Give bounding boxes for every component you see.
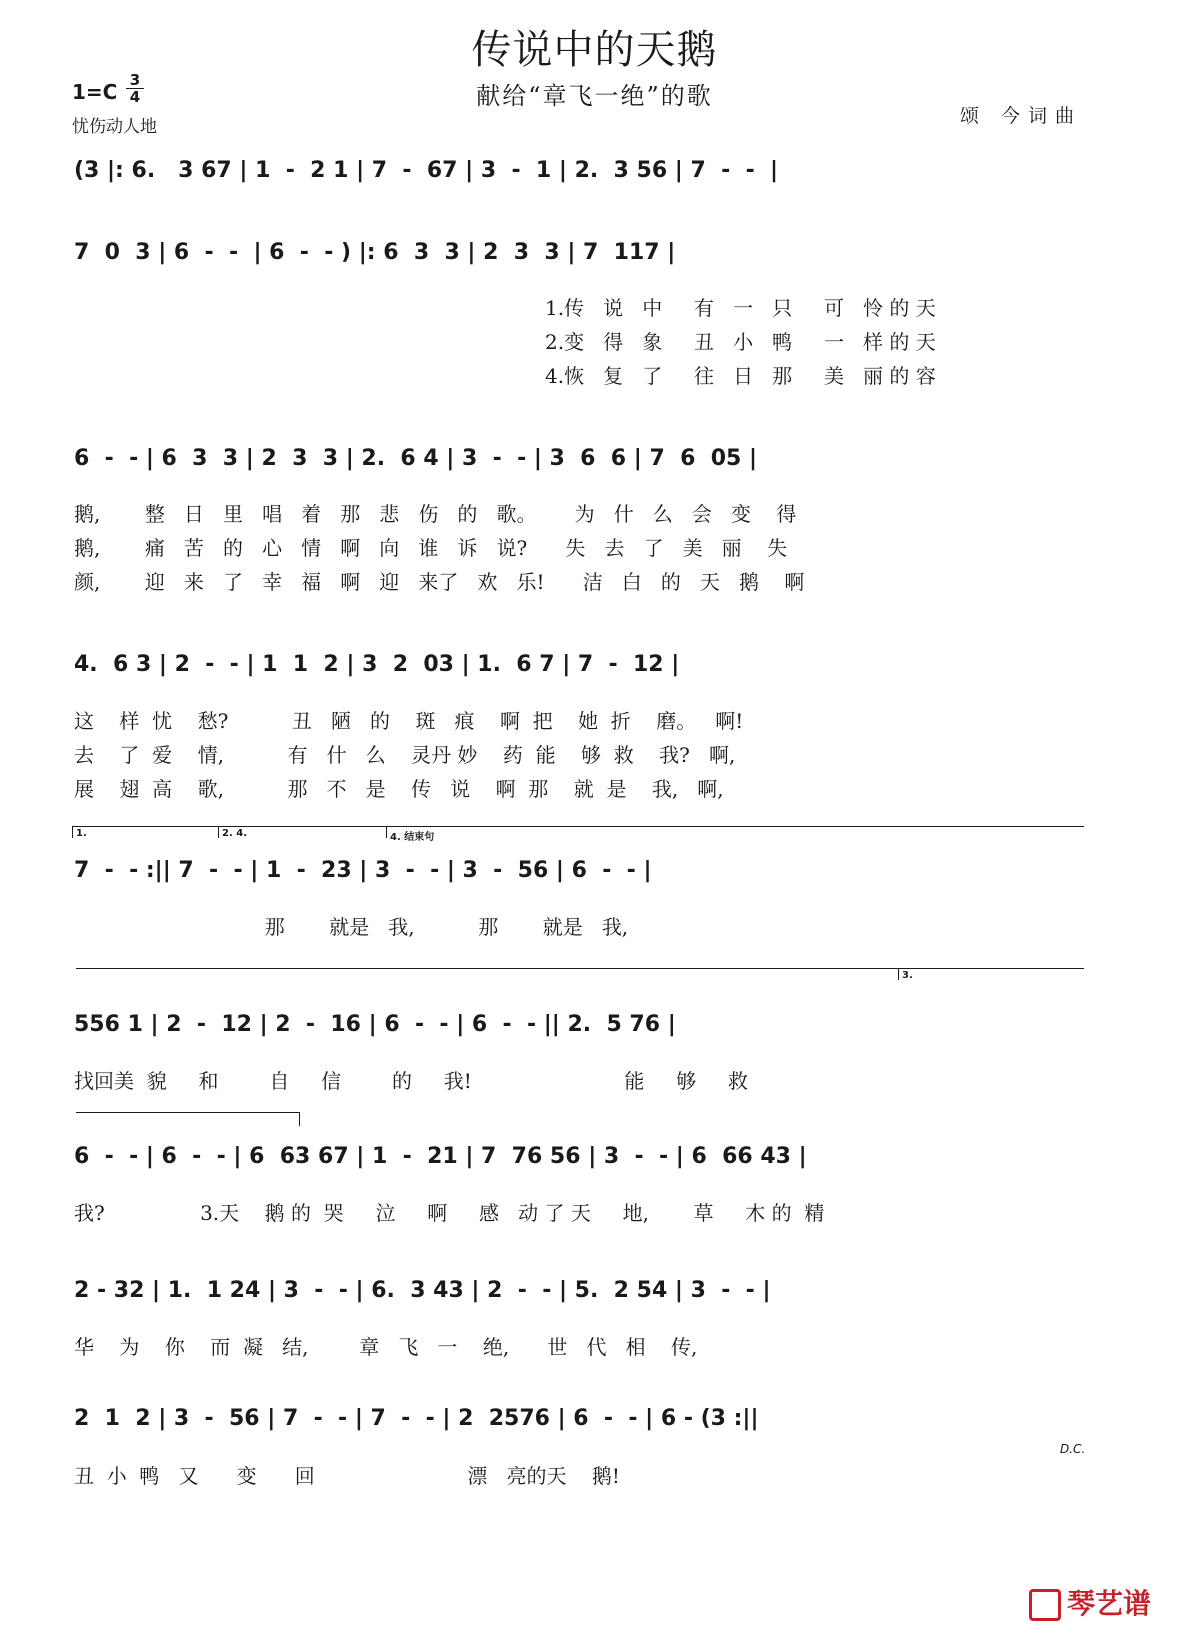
volta-bracket-tick — [72, 826, 73, 838]
notation-line-7: 6 - - | 6 - - | 6 63 67 | 1 - 21 | 7 76 56 | 3 - - | 6 66 43 | — [74, 1144, 807, 1169]
lyric-line-6: 找回美 貌 和 自 信 的 我! 能 够 救 — [74, 1069, 748, 1093]
time-signature — [126, 72, 144, 105]
tempo-marking: 忧伤动人地 — [72, 117, 157, 137]
time-top: 3 — [129, 71, 141, 89]
time-bottom: 4 — [126, 88, 144, 105]
volta-label: 4. 结束句 — [390, 832, 435, 843]
notation-line-1: (3 |: 6. 3 67 | 1 - 2 1 | 7 - 67 | 3 - 1 | 2. 3 56 | 7 - - | — [74, 158, 779, 183]
lyric-line-2-verse-4: 4.恢 复 了 往 日 那 美 丽 的 容 — [545, 364, 936, 388]
tie-bracket-line — [76, 1112, 300, 1113]
lyric-line-2-verse-2: 2.变 得 象 丑 小 鸭 一 样 的 天 — [545, 330, 936, 354]
lyric-line-3-verse-4: 颜, 迎 来 了 幸 福 啊 迎 来了 欢 乐! 洁 白 的 天 鹅 啊 — [74, 570, 805, 594]
dc-mark: D.C. — [1060, 1442, 1086, 1456]
lyric-line-4-verse-2: 去 了 爱 情, 有 什 么 灵丹 妙 药 能 够 救 我? 啊, — [74, 743, 736, 767]
composer-credit: 颂 今词曲 — [960, 105, 1083, 127]
lyric-line-9: 丑 小 鸭 又 变 回 漂 亮的天 鹅! — [74, 1464, 620, 1488]
volta-label: 1. — [76, 828, 87, 839]
lyric-line-7: 我? 3.天 鹅 的 哭 泣 啊 感 动 了 天 地, 草 木 的 精 — [74, 1201, 825, 1225]
volta-label: 2. 4. — [222, 828, 247, 839]
watermark-icon — [1029, 1589, 1061, 1621]
notation-line-6: 556 1 | 2 - 12 | 2 - 16 | 6 - - | 6 - - || 2. 5 76 | — [74, 1012, 676, 1037]
lyric-line-2-verse-1: 1.传 说 中 有 一 只 可 怜 的 天 — [545, 296, 936, 320]
volta-bracket-tick — [898, 968, 899, 980]
volta-bracket-tick — [218, 826, 219, 838]
lyric-line-5: 那 就是 我, 那 就是 我, — [74, 915, 629, 939]
score-title: 传说中的天鹅 — [471, 27, 718, 73]
notation-line-5: 7 - - :|| 7 - - | 1 - 23 | 3 - - | 3 - 56 | 6 - - | — [74, 858, 652, 883]
notation-line-9: 2 1 2 | 3 - 56 | 7 - - | 7 - - | 2 2576 | 6 - - | 6 - (3 :|| — [74, 1406, 759, 1431]
notation-line-3: 6 - - | 6 3 3 | 2 3 3 | 2. 6 4 | 3 - - | 3 6 6 | 7 6 05 | — [74, 446, 758, 471]
lyric-line-3-verse-2: 鹅, 痛 苦 的 心 情 啊 向 谁 诉 说? 失 去 了 美 丽 失 — [74, 536, 788, 560]
volta-bracket-line — [72, 826, 1084, 827]
lyric-line-8: 华 为 你 而 凝 结, 章 飞 一 绝, 世 代 相 传, — [74, 1335, 698, 1359]
notation-line-4: 4. 6 3 | 2 - - | 1 1 2 | 3 2 03 | 1. 6 7 | 7 - 12 | — [74, 652, 680, 677]
notation-line-8: 2 - 32 | 1. 1 24 | 3 - - | 6. 3 43 | 2 - - | 5. 2 54 | 3 - - | — [74, 1278, 771, 1303]
lyric-line-4-verse-4: 展 翅 高 歌, 那 不 是 传 说 啊 那 就 是 我, 啊, — [74, 777, 724, 801]
score-subtitle: 献给“章飞一绝”的歌 — [476, 82, 713, 110]
notation-line-2: 7 0 3 | 6 - - | 6 - - ) |: 6 3 3 | 2 3 3 | 7 117 | — [74, 240, 676, 265]
volta-bracket-tick — [386, 826, 387, 838]
watermark-logo — [1029, 1582, 1151, 1622]
tie-bracket-tick — [299, 1112, 300, 1126]
volta-label: 3. — [902, 970, 913, 981]
separator-line — [76, 968, 1084, 969]
lyric-line-3-verse-1: 鹅, 整 日 里 唱 着 那 悲 伤 的 歌。 为 什 么 会 变 得 — [74, 502, 797, 526]
watermark-text: 琴艺谱 — [1066, 1587, 1151, 1620]
key-signature: 1=C — [72, 80, 118, 104]
lyric-line-4-verse-1: 这 样 忧 愁? 丑 陋 的 斑 痕 啊 把 她 折 磨。 啊! — [74, 709, 744, 733]
